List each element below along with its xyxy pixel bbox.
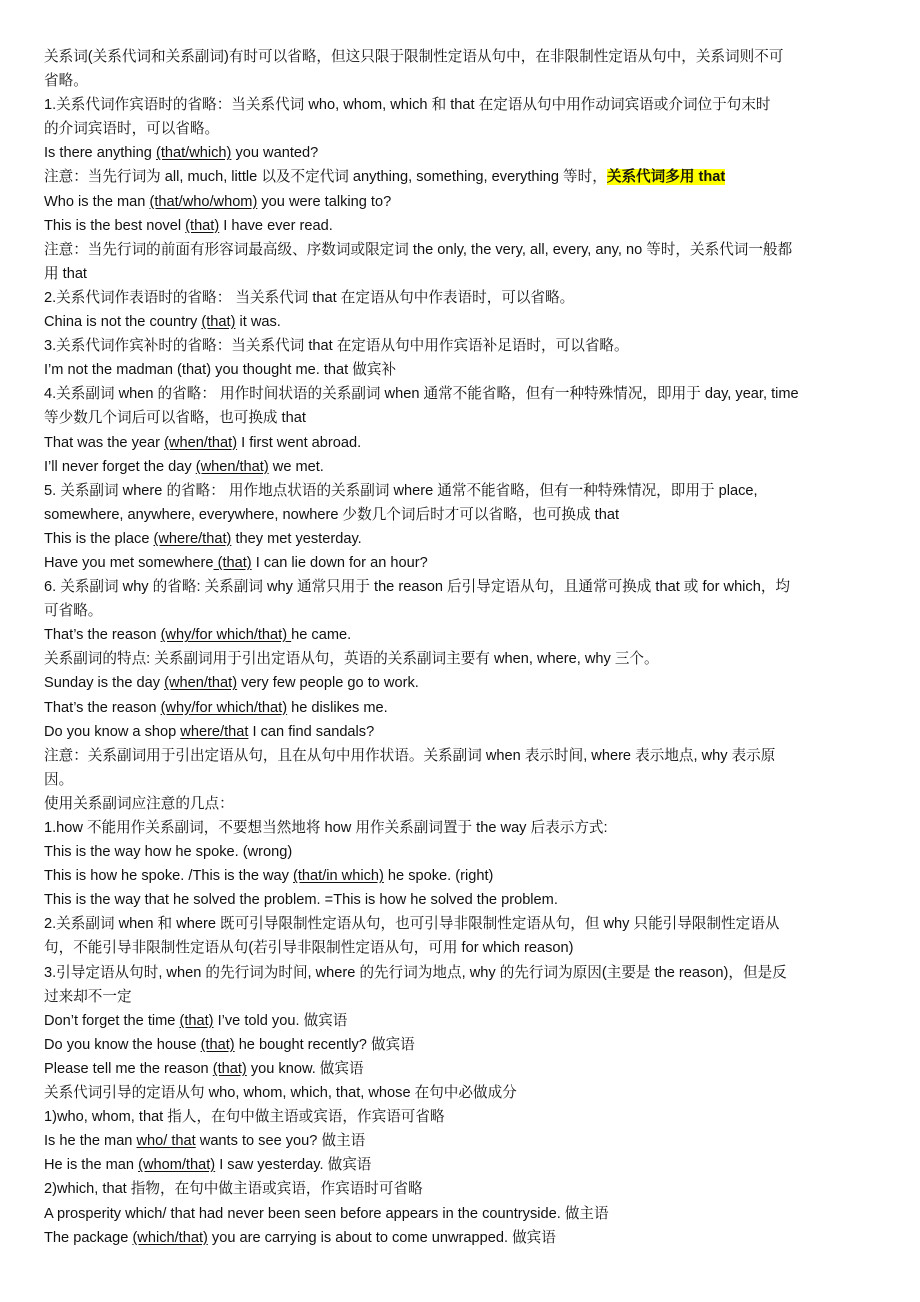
text-segment: 6. 关系副词 why 的省略: 关系副词 why 通常只用于 the reason 后引导定语从句，且通常可换成 that 或 for which，均 xyxy=(44,579,791,596)
text-line xyxy=(44,816,920,840)
text-segment: you know. 做宾语 xyxy=(246,1060,364,1077)
text-line xyxy=(44,406,920,430)
document-body xyxy=(44,45,920,1250)
text-segment: they met yesterday. xyxy=(231,530,362,547)
text-segment: 等少数几个词后可以省略，也可换成 that xyxy=(44,410,306,427)
text-line xyxy=(44,1202,920,1226)
highlighted-text: 关系代词多用 that xyxy=(606,169,726,186)
text-line xyxy=(44,358,920,382)
text-segment: we met. xyxy=(268,458,324,475)
text-line xyxy=(44,69,920,93)
underlined-text: (that/which) xyxy=(155,145,232,162)
text-segment: I’ll never forget the day xyxy=(44,458,196,475)
text-line xyxy=(44,1081,920,1105)
text-segment: 过来却不一定 xyxy=(44,988,132,1005)
text-line xyxy=(44,45,920,69)
text-line xyxy=(44,214,920,238)
text-segment: 4.关系副词 when 的省略： 用作时间状语的关系副词 when 通常不能省略，但有一种特殊情况，即用于 day, year, time xyxy=(44,386,799,403)
underlined-text: where/that xyxy=(180,723,249,740)
underlined-text: (which/that) xyxy=(132,1229,208,1246)
text-segment: he came. xyxy=(291,627,352,644)
text-segment: This is the place xyxy=(44,530,154,547)
text-line xyxy=(44,696,920,720)
text-segment: I’m not the madman (that) you thought me. that 做宾补 xyxy=(44,362,397,379)
text-line xyxy=(44,117,920,141)
text-segment: 2)which, that 指物，在句中做主语或宾语，作宾语时可省略 xyxy=(44,1181,423,1198)
text-line xyxy=(44,720,920,744)
text-segment: 关系词(关系代词和关系副词)有时可以省略，但这只限于限制性定语从句中，在非限制性定语从句中，关系词则不可 xyxy=(44,49,784,65)
text-line xyxy=(44,382,920,406)
text-line xyxy=(44,1226,920,1250)
text-segment: Sunday is the day xyxy=(44,675,165,692)
text-segment: I have ever read. xyxy=(219,217,333,234)
text-segment: he dislikes me. xyxy=(287,699,388,716)
underlined-text: (why/for which/that) xyxy=(160,627,292,644)
text-segment: I can lie down for an hour? xyxy=(251,554,428,571)
text-line xyxy=(44,623,920,647)
text-line xyxy=(44,961,920,985)
text-segment: 因。 xyxy=(44,771,74,788)
text-segment: I saw yesterday. 做宾语 xyxy=(215,1157,372,1174)
text-line xyxy=(44,431,920,455)
underlined-text: (that) xyxy=(212,1060,247,1077)
text-line xyxy=(44,165,920,189)
text-line xyxy=(44,310,920,334)
text-segment: 1.关系代词作宾语时的省略：当关系代词 who, whom, which 和 that 在定语从句中用作动词宾语或介词位于句末时 xyxy=(44,97,771,114)
text-segment: This is the way that he solved the problem. =This is how he solved the problem. xyxy=(44,892,558,909)
text-segment: he spoke. (right) xyxy=(383,868,494,885)
text-segment: 2.关系代词作表语时的省略： 当关系代词 that 在定语从句中作表语时，可以省略。 xyxy=(44,289,575,306)
text-line xyxy=(44,141,920,165)
text-segment: 省略。 xyxy=(44,73,88,90)
text-line xyxy=(44,840,920,864)
text-segment: China is not the country xyxy=(44,314,202,331)
underlined-text: (that) xyxy=(201,314,236,331)
text-segment: 1)who, whom, that 指人，在句中做主语或宾语，作宾语可省略 xyxy=(44,1109,445,1126)
underlined-text: (where/that) xyxy=(153,530,232,547)
text-segment: you are carrying is about to come unwrapped. 做宾语 xyxy=(207,1229,556,1246)
text-line xyxy=(44,1177,920,1201)
text-segment: Have you met somewhere xyxy=(44,554,214,571)
text-segment: 使用关系副词应注意的几点： xyxy=(44,795,234,812)
text-segment: 可省略。 xyxy=(44,603,103,620)
text-line xyxy=(44,238,920,262)
text-line xyxy=(44,1105,920,1129)
text-line xyxy=(44,985,920,1009)
text-segment: That’s the reason xyxy=(44,699,161,716)
text-line xyxy=(44,503,920,527)
text-segment: Please tell me the reason xyxy=(44,1060,213,1077)
text-segment: Do you know the house xyxy=(44,1036,201,1053)
text-segment: I can find sandals? xyxy=(248,723,375,740)
text-segment: you were talking to? xyxy=(257,193,392,210)
text-segment: I first went abroad. xyxy=(237,434,362,451)
text-segment: very few people go to work. xyxy=(237,675,419,692)
text-segment: This is the way how he spoke. (wrong) xyxy=(44,844,293,861)
text-segment: 句，不能引导非限制性定语从句(若引导非限制性定语从句，可用 for which reason) xyxy=(44,940,574,957)
underlined-text: (that) xyxy=(179,1012,214,1029)
text-segment: That’s the reason xyxy=(44,627,161,644)
text-line xyxy=(44,888,920,912)
text-segment: Do you know a shop xyxy=(44,723,181,740)
underlined-text: (whom/that) xyxy=(138,1157,216,1174)
text-segment: A prosperity which/ that had never been seen before appears in the countryside. 做主语 xyxy=(44,1205,609,1222)
text-segment: Don’t forget the time xyxy=(44,1012,180,1029)
underlined-text: (when/that) xyxy=(164,434,238,451)
text-line xyxy=(44,262,920,286)
text-segment: it was. xyxy=(235,314,281,331)
text-segment: Is there anything xyxy=(44,145,156,162)
text-segment: you wanted? xyxy=(231,145,319,162)
text-line xyxy=(44,792,920,816)
text-line xyxy=(44,1057,920,1081)
text-segment: 注意：当先行词的前面有形容词最高级、序数词或限定词 the only, the very, all, every, any, no 等时，关系代词一般都 xyxy=(44,241,793,258)
text-segment: he bought recently? 做宾语 xyxy=(234,1036,415,1053)
text-segment: 用 that xyxy=(44,265,87,282)
text-line xyxy=(44,479,920,503)
text-line xyxy=(44,575,920,599)
text-segment: 2.关系副词 when 和 where 既可引导限制性定语从句，也可引导非限制性定语从句，但 why 只能引导限制性定语从 xyxy=(44,916,780,933)
underlined-text: (why/for which/that) xyxy=(160,699,288,716)
text-segment: That was the year xyxy=(44,434,165,451)
text-line xyxy=(44,671,920,695)
underlined-text: (when/that) xyxy=(195,458,269,475)
text-segment: 的介词宾语时，可以省略。 xyxy=(44,121,220,138)
text-line xyxy=(44,647,920,671)
text-line xyxy=(44,1153,920,1177)
text-segment: wants to see you? 做主语 xyxy=(195,1133,366,1150)
text-line xyxy=(44,190,920,214)
text-segment: The package xyxy=(44,1229,133,1246)
text-line xyxy=(44,334,920,358)
text-segment: 关系代词引导的定语从句 who, whom, which, that, whose 在句中必做成分 xyxy=(44,1085,517,1102)
text-segment: 注意：当先行词为 all, much, little 以及不定代词 anything, something, everything 等时， xyxy=(44,169,607,186)
text-line xyxy=(44,744,920,768)
text-line xyxy=(44,1009,920,1033)
text-line xyxy=(44,93,920,117)
underlined-text: (that/who/whom) xyxy=(149,193,258,210)
text-line xyxy=(44,936,920,960)
text-segment: I’ve told you. 做宾语 xyxy=(213,1012,348,1029)
text-line xyxy=(44,286,920,310)
text-line xyxy=(44,1033,920,1057)
text-segment: somewhere, anywhere, everywhere, nowhere 少数几个词后时才可以省略，也可换成 that xyxy=(44,506,620,523)
text-line xyxy=(44,1129,920,1153)
underlined-text: (that) xyxy=(213,554,252,571)
underlined-text: (when/that) xyxy=(164,675,238,692)
text-line xyxy=(44,912,920,936)
text-segment: Who is the man xyxy=(44,193,150,210)
underlined-text: who/ that xyxy=(136,1133,196,1150)
underlined-text: (that/in which) xyxy=(293,868,384,885)
text-segment: This is how he spoke. /This is the way xyxy=(44,868,294,885)
text-segment: 1.how 不能用作关系副词，不要想当然地将 how 用作关系副词置于 the way 后表示方式: xyxy=(44,820,608,836)
text-line xyxy=(44,551,920,575)
text-segment: 3.关系代词作宾补时的省略：当关系代词 that 在定语从句中用作宾语补足语时，可以省略。 xyxy=(44,338,629,355)
text-segment: 3.引导定语从句时, when 的先行词为时间, where 的先行词为地点, why 的先行词为原因(主要是 the reason)，但是反 xyxy=(44,964,787,981)
text-segment: He is the man xyxy=(44,1157,139,1174)
text-line xyxy=(44,527,920,551)
text-line xyxy=(44,599,920,623)
underlined-text: (that) xyxy=(200,1036,235,1053)
text-line xyxy=(44,864,920,888)
text-segment: 关系副词的特点: 关系副词用于引出定语从句，英语的关系副词主要有 when, where, why 三个。 xyxy=(44,651,659,668)
text-line xyxy=(44,455,920,479)
text-segment: This is the best novel xyxy=(44,217,186,234)
underlined-text: (that) xyxy=(185,217,220,234)
text-line xyxy=(44,768,920,792)
text-segment: 5. 关系副词 where 的省略： 用作地点状语的关系副词 where 通常不能省略，但有一种特殊情况，即用于 place, xyxy=(44,482,758,499)
text-segment: 注意：关系副词用于引出定语从句，且在从句中用作状语。关系副词 when 表示时间, where 表示地点, why 表示原 xyxy=(44,747,776,764)
text-segment: Is he the man xyxy=(44,1133,137,1150)
